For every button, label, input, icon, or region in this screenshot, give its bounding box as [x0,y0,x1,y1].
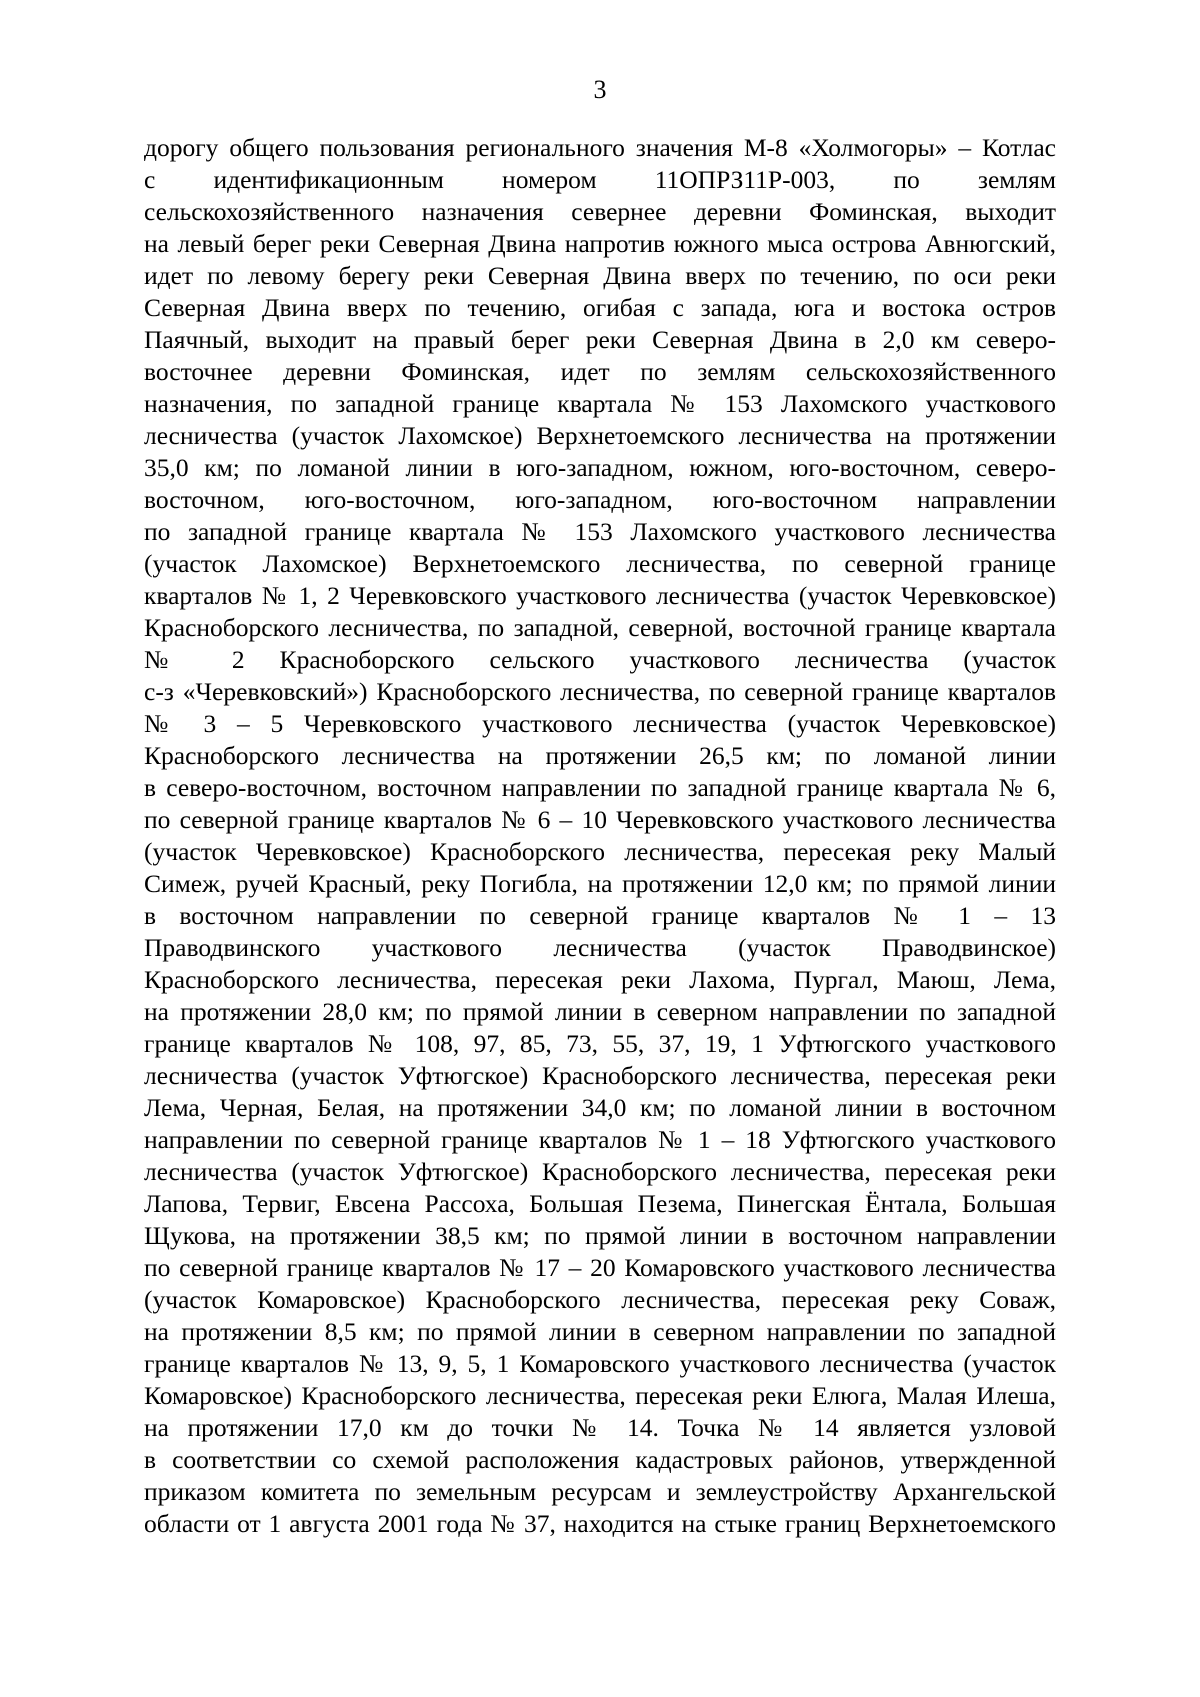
text-line: по северной границе кварталов № 17 – 20 Комаровского участкового лесничества [144,1253,1056,1282]
text-line: Праводвинского участкового лесничества (участок Праводвинское) [144,933,1056,962]
text-line: по северной границе кварталов № 6 – 10 Черевковского участкового лесничества [144,805,1056,834]
text-line: границе кварталов № 13, 9, 5, 1 Комаровского участкового лесничества (участок [144,1349,1056,1378]
text-line: идет по левому берегу реки Северная Двина вверх по течению, по оси реки [144,261,1056,290]
text-line: (участок Комаровское) Красноборского лесничества, пересекая реку Соваж, [144,1285,1056,1314]
text-line: приказом комитета по земельным ресурсам и землеустройству Архангельской [144,1477,1056,1506]
text-line: с идентификационным номером 11ОПРЗ11Р-003, по землям [144,165,1056,194]
document-body [144,132,1056,1540]
text-line: Красноборского лесничества, пересекая реки Лахома, Пургал, Маюш, Лема, [144,965,1056,994]
text-line: Щукова, на протяжении 38,5 км; по прямой линии в восточном направлении [144,1221,1056,1250]
text-line: с-з «Черевковский») Красноборского лесничества, по северной границе кварталов [144,677,1056,706]
text-line: восточнее деревни Фоминская, идет по землям сельскохозяйственного [144,357,1056,386]
text-line: восточном, юго-восточном, юго-западном, юго-восточном направлении [144,485,1056,514]
text-line: по западной границе квартала № 153 Лахомского участкового лесничества [144,517,1056,546]
text-line: № 3 – 5 Черевковского участкового лесничества (участок Черевковское) [144,709,1056,738]
text-line: № 2 Красноборского сельского участкового лесничества (участок [144,645,1056,674]
text-line: 35,0 км; по ломаной линии в юго-западном, южном, юго-восточном, северо- [144,453,1056,482]
text-line: кварталов № 1, 2 Черевковского участкового лесничества (участок Черевковское) [144,581,1056,610]
text-line: направлении по северной границе кварталов № 1 – 18 Уфтюгского участкового [144,1125,1056,1154]
text-line: на протяжении 28,0 км; по прямой линии в северном направлении по западной [144,997,1056,1026]
text-line: Симеж, ручей Красный, реку Погибла, на протяжении 12,0 км; по прямой линии [144,869,1056,898]
text-line: в соответствии со схемой расположения кадастровых районов, утвержденной [144,1445,1056,1474]
text-line: Комаровское) Красноборского лесничества, пересекая реки Елюга, Малая Илеша, [144,1381,1056,1410]
text-line: (участок Лахомское) Верхнетоемского лесничества, по северной границе [144,549,1056,578]
text-line: границе кварталов № 108, 97, 85, 73, 55, 37, 19, 1 Уфтюгского участкового [144,1029,1056,1058]
text-line: лесничества (участок Уфтюгское) Красноборского лесничества, пересекая реки [144,1157,1056,1186]
text-line: лесничества (участок Лахомское) Верхнетоемского лесничества на протяжении [144,421,1056,450]
text-line: Красноборского лесничества на протяжении 26,5 км; по ломаной линии [144,741,1056,770]
page-number: 3 [593,75,607,104]
text-line: Северная Двина вверх по течению, огибая с запада, юга и востока остров [144,293,1056,322]
text-line: на протяжении 17,0 км до точки № 14. Точка № 14 является узловой [144,1413,1056,1442]
text-line: на протяжении 8,5 км; по прямой линии в северном направлении по западной [144,1317,1056,1346]
text-line: области от 1 августа 2001 года № 37, находится на стыке границ Верхнетоемского [144,1509,1056,1538]
text-line: назначения, по западной границе квартала № 153 Лахомского участкового [144,389,1056,418]
text-line: на левый берег реки Северная Двина напротив южного мыса острова Авнюгский, [144,229,1056,258]
text-line: Лема, Черная, Белая, на протяжении 34,0 км; по ломаной линии в восточном [144,1093,1056,1122]
text-line: лесничества (участок Уфтюгское) Красноборского лесничества, пересекая реки [144,1061,1056,1090]
text-line: Красноборского лесничества, по западной, северной, восточной границе квартала [144,613,1056,642]
text-line: дорогу общего пользования регионального значения М-8 «Холмогоры» – Котлас [144,133,1056,162]
text-line: Лапова, Тервиг, Евсена Рассоха, Большая Пезема, Пинегская Ёнтала, Большая [144,1189,1056,1218]
text-line: сельскохозяйственного назначения севернее деревни Фоминская, выходит [144,197,1056,226]
text-line: (участок Черевковское) Красноборского лесничества, пересекая реку Малый [144,837,1056,866]
text-line: в восточном направлении по северной границе кварталов № 1 – 13 [144,901,1056,930]
text-line: в северо-восточном, восточном направлении по западной границе квартала № 6, [144,773,1056,802]
text-line: Паячный, выходит на правый берег реки Северная Двина в 2,0 км северо- [144,325,1056,354]
